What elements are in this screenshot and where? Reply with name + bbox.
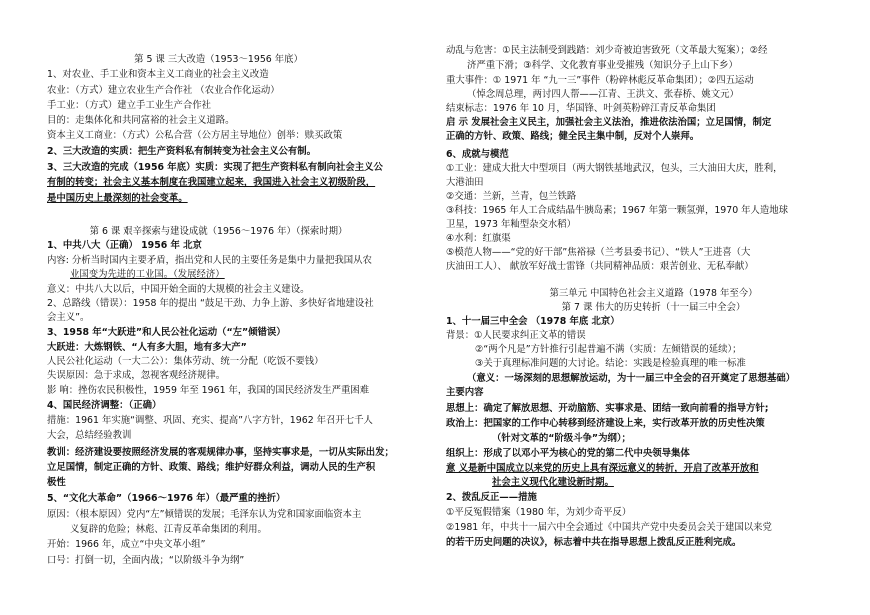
text-line: 内容: 分析当时国内主要矛盾，指出党和人民的主要任务是集中力量把我国从农	[47, 255, 372, 266]
text-line: 政治上：把国家的工作中心转移到经济建设上来，实行改革开放的历史性决策	[446, 418, 765, 429]
text-line: 目的：走集体化和共同富裕的社会主义道路。	[47, 115, 235, 126]
text-line: 1、对农业、手工业和资本主义工商业的社会主义改造	[47, 69, 269, 80]
text-line: ④水利：红旗渠	[446, 233, 511, 244]
text-line: 结束标志：1976 年 10 月，华国锋、叶剑英粉碎江青反革命集团	[446, 103, 716, 114]
text-line: 意义：中共八大以后，中国开始全面的大规模的社会主义建设。	[47, 284, 310, 295]
text-line: ⑤模范人物——“党的好干部”焦裕禄（兰考县委书记）、“铁人”王进喜（大	[446, 247, 751, 258]
text-line: 教训：经济建设要按照经济发展的客观规律办事，坚持实事求是，一切从实际出发；	[47, 447, 394, 458]
text-line: 2、总路线（错误）：1958 年的提出 “鼓足干劲、力争上游、多快好省地建设社	[47, 298, 374, 309]
text-line: 主要内容	[446, 387, 484, 398]
text-line: 立足国情，制定正确的方针、政策、路线；维护好群众利益，调动人民的生产积	[47, 462, 376, 473]
text-line: ③关于真理标准问题的大讨论。结论：实践是检验真理的唯一标准	[475, 358, 746, 369]
text-line: 义复辟的危险；林彪、江青反革命集团的利用。	[70, 524, 267, 535]
text-line: 大跃进：大炼钢铁、“人有多大胆，地有多大产”	[47, 342, 247, 353]
text-line: 思想上：确定了解放思想、开动脑筋、实事求是、团结一致向前看的指导方针;	[446, 403, 769, 414]
text-line: 3、三大改造的完成（1956 年底）实质：实现了把生产资料私有制向社会主义公	[47, 162, 383, 173]
text-line: （针对文革的“阶级斗争”为纲）；	[492, 433, 631, 444]
text-line: 济严重下滑；③科学、文化教育事业受摧残（知识分子上山下乡）	[467, 60, 738, 71]
text-line: 大港油田	[446, 177, 484, 188]
text-line: 卫星，1973 年籼型杂交水稻）	[446, 219, 576, 230]
text-line: 口号：打倒一切，全面内战；“以阶级斗争为纲”	[47, 555, 245, 566]
text-line: 有制的转变；社会主义基本制度在我国建立起来，我国进入社会主义初级阶段，	[47, 177, 376, 188]
text-line: 2、三大改造的实质：把生产资料私有制转变为社会主义公有制。	[47, 146, 317, 157]
text-line: 5、“文化大革命”（1966～1976 年）（最严重的挫折）	[47, 493, 286, 504]
text-line: 庆油田工人）、 献放军好战士雷锋（共同精神品质：艰苦创业、无私奉献）	[446, 261, 754, 272]
text-line: 3、1958 年“大跃进”和人民公社化运动（“左”倾错误）	[47, 327, 286, 338]
text-line: 社会主义现代化建设新时期。	[492, 477, 614, 488]
text-line: 资本主义工商业：（方式）公私合营（公方居主导地位）创举：赎买政策	[47, 130, 343, 141]
lesson6-title: 第 6 课 艰辛探索与建设成就（1956～1976 年）（探索时期）	[89, 226, 348, 237]
text-line: 组织上：形成了以邓小平为核心的党的第二代中央领导集体	[446, 448, 690, 459]
text-line: （悼念周总理，两讨四人帮——江青、王洪文、张春桥、姚文元）	[467, 89, 739, 100]
text-line: ②1981 年，中共十一届六中全会通过《中国共产党中央委员会关于建国以来党	[446, 522, 772, 533]
unit3-title: 第三单元 中国特色社会主义道路（1978 年至今）	[549, 288, 758, 299]
text-line: 手工业：（方式）建立手工业生产合作社	[47, 100, 212, 111]
text-line: 措施：1961 年实施“调整、巩固、充实、提高”八字方针，1962 年召开七千人	[47, 415, 373, 426]
text-line: ②“两个凡是”方针推行引起普遍不满（实质：左倾错误的延续）；	[475, 344, 742, 355]
text-line: ②交通：兰新，兰青，包兰铁路	[446, 191, 577, 202]
lesson5-title: 第 5 课 三大改造（1953～1956 年底）	[134, 54, 303, 65]
text-line: 的若干历史问题的决议》，标志着中共在指导思想上拨乱反正胜利完成。	[446, 537, 742, 548]
text-line: 正确的方针、政策、路线；健全民主集中制，反对个人崇拜。	[446, 131, 700, 142]
text-line: 动乱与危害：①民主法制受到践踏：刘少奇被迫害致死（文革最大冤案）；②经	[446, 45, 768, 56]
text-line: ③科技：1965 年人工合成结晶牛胰岛素；1967 年第一颗氢弹，1970 年人造地球	[446, 205, 789, 216]
text-line: 失误原因：急于求成，忽视客观经济规律。	[47, 370, 226, 381]
text-line: （意义：一场深刻的思想解放运动，为十一届三中全会的召开奠定了思想基础）	[467, 373, 796, 384]
text-line: 4、国民经济调整：（正确）	[47, 400, 162, 411]
text-line: 启 示 发展社会主义民主，加强社会主义法治，推进依法治国；立足国情，制定	[446, 117, 772, 128]
text-line: 6、成就与模范	[446, 149, 509, 160]
text-line: 大会，总结经验教训	[47, 430, 132, 441]
text-line: 农业：（方式）建立农业生产合作社 （农业合作化运动）	[47, 85, 280, 96]
text-line: 业国变为先进的工业国。（发展经济）	[70, 269, 225, 280]
text-line: 背景：①人民要求纠正文革的错误	[446, 330, 586, 341]
text-line: ①平反冤假错案（1980 年，为刘少奇平反）	[446, 507, 632, 518]
text-line: 极性	[47, 477, 66, 488]
lesson7-title: 第 7 课 伟大的历史转折（十一届三中全会）	[561, 302, 746, 313]
text-line: 会主义”。	[47, 312, 90, 323]
text-line: 2、拨乱反正——措施	[446, 492, 537, 503]
text-line: 原因：（根本原因）党内“左”倾错误的发展；毛泽东认为党和国家面临资本主	[47, 509, 362, 520]
text-line: 意 义是新中国成立以来党的历史上具有深远意义的转折，开启了改革开放和	[446, 463, 759, 474]
text-line: 开始：1966 年，成立“中央文革小组”	[47, 539, 206, 550]
text-line: 重大事件：① 1971 年 “九一三”事件（粉碎林彪反革命集团）；②四五运动	[446, 75, 754, 86]
text-line: ①工业：建成大批大中型项目（两大钢铁基地武汉，包头，三大油田大庆，胜利，	[446, 163, 783, 174]
text-line: 影 响：挫伤农民积极性，1959 年至 1961 年，我国的国民经济发生严重困难	[47, 385, 370, 396]
text-line: 1、十一届三中全会 （1978 年底 北京）	[446, 316, 620, 327]
text-line: 人民公社化运动（一大二公）：集体劳动、统一分配（吃饭不要钱）	[47, 356, 324, 367]
text-line: 1、中共八大（正确） 1956 年 北京	[47, 240, 202, 251]
text-line: 是中国历史上最深刻的社会变革。	[47, 193, 188, 204]
